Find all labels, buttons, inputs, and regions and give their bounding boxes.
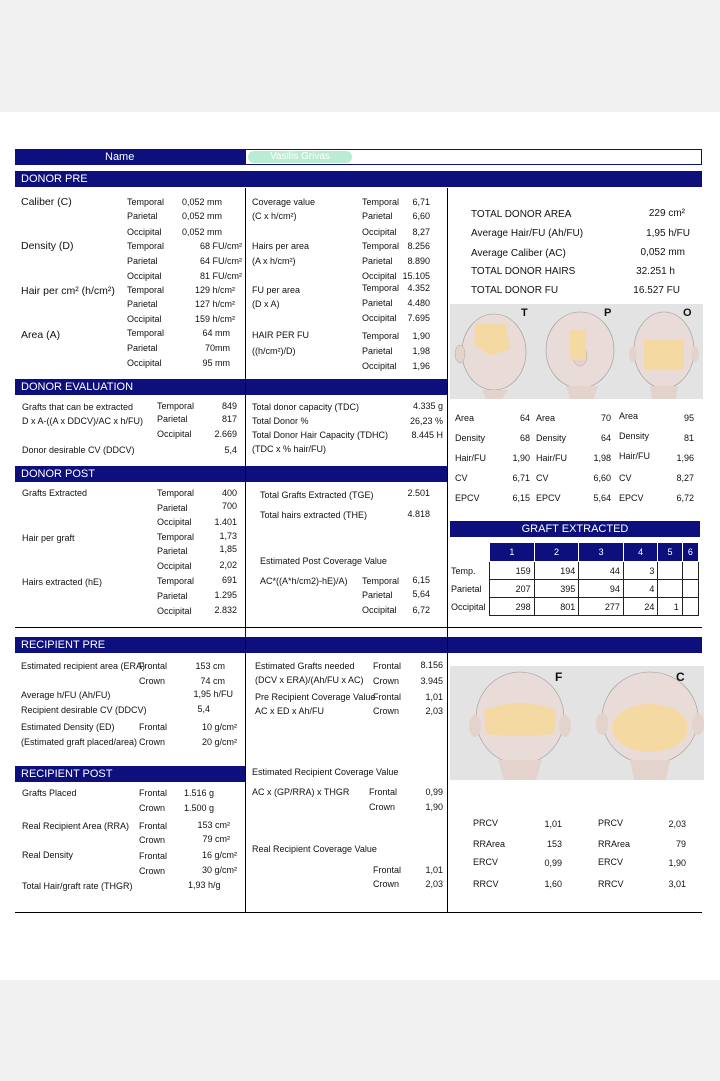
rs-value: 1,01 — [544, 819, 562, 829]
the-value: 4.818 — [407, 509, 430, 519]
fu-area-value: 4.352 — [407, 283, 430, 293]
head-occipital-icon — [629, 312, 699, 399]
divider-left — [245, 188, 246, 912]
avg-hair-fu-value: 1,95 h/FU — [646, 228, 690, 239]
era-label: Estimated recipient area (ERA) — [21, 661, 146, 671]
zs-density-value: 68 — [519, 433, 530, 443]
fu-area-zone: Temporal — [362, 283, 400, 293]
gx-zone: Parietal — [157, 503, 188, 513]
ed-value: 20 g/cm² — [201, 737, 237, 747]
rd-label: Real Density — [22, 850, 74, 860]
rs-label: PRCV — [473, 818, 499, 828]
prcv-label: Pre Recipient Coverage Value — [255, 692, 376, 702]
ge-zone: Occipital — [157, 429, 192, 439]
zs-epcv-value: 5,64 — [593, 493, 611, 503]
zs-hfu-label: Hair/FU — [455, 453, 486, 463]
thgr-label: Total Hair/graft rate (THGR) — [22, 881, 133, 891]
zs-area-label: Area — [536, 413, 556, 423]
hairs-area-zone: Temporal — [362, 241, 400, 251]
divider-right — [447, 188, 448, 912]
zs-cv-label: CV — [536, 473, 549, 483]
era-zone: Frontal — [139, 661, 168, 671]
density-zone: Occipital — [127, 271, 162, 281]
tdc-label: Total donor capacity (TDC) — [252, 402, 360, 412]
ed-label: Estimated Density (ED) — [21, 722, 115, 732]
recipient-pre-header-ext2 — [448, 637, 702, 653]
hpc-value: 127 h/cm² — [194, 299, 235, 309]
epcv-value: 5,64 — [412, 589, 430, 599]
gx-zone: Occipital — [157, 517, 192, 527]
epcv-zone: Parietal — [362, 590, 393, 600]
ercv-value: 1,90 — [425, 802, 443, 812]
fu-area-label: FU per area — [252, 285, 301, 295]
the-label: Total hairs extracted (THE) — [260, 510, 368, 520]
coverage-value: 6,71 — [412, 197, 430, 207]
ed-formula: (Estimated graft placed/area) — [21, 737, 138, 747]
ddcv-value: 5,4 — [224, 445, 237, 455]
rs-value: 153 — [546, 839, 562, 849]
row-label: Parietal — [451, 583, 482, 594]
cell — [682, 562, 698, 580]
egn-formula: (DCV x ERA)/(Ah/FU x AC) — [255, 675, 364, 685]
hpg-zone: Occipital — [157, 561, 192, 571]
total-donor-hairs-label: TOTAL DONOR HAIRS — [471, 266, 576, 277]
hpf-zone: Occipital — [362, 361, 397, 371]
rs-label: RRArea — [598, 839, 631, 849]
cell: 801 — [534, 598, 579, 616]
cell: 1 — [658, 598, 682, 616]
epcv-zone: Occipital — [362, 605, 397, 615]
grafts-extractable-label: Grafts that can be extracted — [22, 402, 134, 412]
rs-value: 79 — [675, 839, 686, 849]
hpf-value: 1,98 — [412, 346, 430, 356]
cell: 395 — [534, 580, 579, 598]
ercv-label: Estimated Recipient Coverage Value — [252, 767, 399, 777]
zs-density-label: Density — [536, 433, 567, 443]
zs-density-label: Density — [619, 431, 650, 441]
ge-value: 817 — [221, 414, 237, 424]
section-divider — [15, 627, 702, 628]
cell: 3 — [623, 562, 657, 580]
hair-per-fu-label: HAIR PER FU — [252, 330, 310, 340]
rra-zone: Frontal — [139, 821, 168, 831]
zs-hfu-label: Hair/FU — [536, 453, 567, 463]
ed-zone: Crown — [139, 737, 166, 747]
tge-label: Total Grafts Extracted (TGE) — [260, 490, 374, 500]
egn-value: 8.156 — [420, 660, 443, 670]
cell: 277 — [579, 598, 624, 616]
avg-caliber-value: 0,052 mm — [640, 247, 685, 258]
ed-zone: Frontal — [139, 722, 168, 732]
rdcv-value: 5,4 — [197, 704, 210, 714]
epcv-label: Estimated Post Coverage Value — [260, 556, 387, 566]
zs-hfu-label: Hair/FU — [619, 451, 650, 461]
graft-extracted-header: GRAFT EXTRACTED — [450, 521, 700, 537]
gp-value: 1.516 g — [184, 788, 215, 798]
he-value: 691 — [221, 575, 237, 585]
gx-value: 1.401 — [214, 517, 237, 527]
coverage-zone: Temporal — [362, 197, 400, 207]
total-donor-hairs-value: 32.251 h — [636, 266, 675, 277]
cell: 159 — [490, 562, 535, 580]
gx-value: 700 — [221, 501, 237, 511]
head-parietal-icon — [546, 312, 614, 399]
rra-label: Real Recipient Area (RRA) — [22, 821, 130, 831]
recipient-pre-header-ext — [246, 637, 447, 653]
caliber-zone: Temporal — [127, 197, 165, 207]
egn-zone: Crown — [373, 676, 400, 686]
grafts-extractable-formula: D x A-((A x DDCV)/AC x h/FU) — [22, 416, 144, 426]
density-zone: Temporal — [127, 241, 165, 251]
row-label: Occipital — [451, 601, 486, 612]
recipient-post-header: RECIPIENT POST — [15, 766, 245, 782]
rs-label: RRCV — [598, 879, 624, 889]
zs-epcv-label: EPCV — [536, 493, 561, 503]
rra-zone: Crown — [139, 835, 166, 845]
rra-value: 79 cm² — [202, 834, 230, 844]
head-frontal-icon — [469, 672, 571, 780]
bottom-rule — [15, 912, 702, 913]
fu-area-value: 4.480 — [407, 298, 430, 308]
hpf-zone: Temporal — [362, 331, 400, 341]
total-donor-area-label: TOTAL DONOR AREA — [471, 209, 572, 220]
rs-value: 3,01 — [668, 879, 686, 889]
recipient-pre-header: RECIPIENT PRE — [15, 637, 245, 653]
ahfu-value: 1,95 h/FU — [193, 689, 233, 699]
rs-value: 1,60 — [544, 879, 562, 889]
table-row — [449, 598, 699, 616]
donor-pct-value: 26,23 % — [409, 416, 443, 426]
gp-zone: Crown — [139, 803, 166, 813]
hpc-value: 159 h/cm² — [194, 314, 235, 324]
caliber-value: 0,052 mm — [182, 197, 223, 207]
ercv-formula: AC x (GP/RRA) x THGR — [252, 787, 350, 797]
hair-per-cm2-label: Hair per cm² (h/cm²) — [21, 285, 115, 297]
coverage-zone: Occipital — [362, 227, 397, 237]
zs-density-value: 64 — [600, 433, 611, 443]
hairs-area-value: 8.256 — [407, 241, 430, 251]
donor-eval-header: DONOR EVALUATION — [15, 379, 245, 395]
avg-caliber-label: Average Caliber (AC) — [471, 248, 566, 259]
zs-hfu-value: 1,90 — [512, 453, 530, 463]
zs-cv-value: 6,71 — [512, 473, 530, 483]
total-donor-area-value: 229 cm² — [648, 208, 685, 219]
prcv-value: 1,01 — [425, 692, 443, 702]
rs-value: 2,03 — [668, 819, 686, 829]
he-zone: Parietal — [157, 591, 188, 601]
cell — [682, 580, 698, 598]
density-value: 68 FU/cm² — [199, 241, 242, 251]
fu-area-value: 7.695 — [407, 313, 430, 323]
caliber-value: 0,052 mm — [182, 227, 223, 237]
area-zone: Temporal — [127, 328, 165, 338]
caliber-value: 0,052 mm — [182, 211, 223, 221]
area-value: 70mm — [204, 343, 230, 353]
head-letter-f: F — [555, 670, 563, 684]
epcv-value: 6,15 — [412, 575, 430, 585]
prcv-formula: AC x ED x Ah/FU — [255, 706, 325, 716]
ge-col-3: 3 — [579, 543, 624, 562]
rrcv-value: 2,03 — [425, 879, 443, 889]
rd-zone: Frontal — [139, 851, 168, 861]
coverage-label: Coverage value — [252, 197, 316, 207]
gx-zone: Temporal — [157, 488, 195, 498]
prcv-zone: Crown — [373, 706, 400, 716]
ge-zone: Parietal — [157, 414, 188, 424]
cell — [682, 598, 698, 616]
era-value: 153 cm — [195, 661, 225, 671]
hairs-area-label: Hairs per area — [252, 241, 310, 251]
epcv-zone: Temporal — [362, 576, 400, 586]
thgr-value: 1,93 h/g — [188, 880, 221, 890]
era-zone: Crown — [139, 676, 166, 686]
hpf-value: 1,96 — [412, 361, 430, 371]
rs-label: PRCV — [598, 818, 624, 828]
egn-value: 3.945 — [420, 676, 443, 686]
gx-value: 400 — [221, 488, 237, 498]
cell: 194 — [534, 562, 579, 580]
ge-value: 2.669 — [214, 429, 237, 439]
caliber-zone: Occipital — [127, 227, 162, 237]
hairs-area-formula: (A x h/cm²) — [252, 256, 296, 266]
head-crown-icon — [596, 672, 704, 780]
coverage-formula: (C x h/cm²) — [252, 211, 297, 221]
tdhc-formula: (TDC x % hair/FU) — [252, 444, 326, 454]
fu-area-formula: (D x A) — [252, 299, 280, 309]
tdc-value: 4.335 g — [412, 401, 443, 411]
rrcv-zone: Crown — [373, 879, 400, 889]
zs-cv-value: 8,27 — [676, 473, 694, 483]
prcv-zone: Frontal — [373, 692, 402, 702]
area-zone: Occipital — [127, 358, 162, 368]
hair-per-fu-formula: ((h/cm²)/D) — [252, 346, 296, 356]
donor-pct-label: Total Donor % — [252, 416, 309, 426]
cell: 94 — [579, 580, 624, 598]
total-donor-fu-label: TOTAL DONOR FU — [471, 285, 559, 296]
ge-col-6: 6 — [682, 543, 698, 562]
rd-zone: Crown — [139, 866, 166, 876]
hpf-zone: Parietal — [362, 346, 393, 356]
head-letter-p: P — [604, 307, 612, 319]
rs-label: ERCV — [598, 857, 624, 867]
era-value: 74 cm — [200, 676, 225, 686]
hpc-zone: Temporal — [127, 285, 165, 295]
head-temporal-icon — [455, 314, 526, 399]
egn-zone: Frontal — [373, 661, 402, 671]
coverage-zone: Parietal — [362, 211, 393, 221]
cell: 44 — [579, 562, 624, 580]
head-letter-t: T — [521, 307, 528, 319]
cell: 298 — [490, 598, 535, 616]
ed-value: 10 g/cm² — [201, 722, 237, 732]
he-value: 1.295 — [214, 590, 237, 600]
ge-col-5: 5 — [658, 543, 682, 562]
rdcv-label: Recipient desirable CV (DDCV) — [21, 705, 147, 715]
zs-density-label: Density — [455, 433, 486, 443]
zs-cv-label: CV — [619, 473, 632, 483]
rrcv-zone: Frontal — [373, 865, 402, 875]
ercv-zone: Frontal — [369, 787, 398, 797]
zs-epcv-label: EPCV — [619, 493, 644, 503]
ahfu-label: Average h/FU (Ah/FU) — [21, 690, 111, 700]
name-label: Name — [15, 149, 245, 165]
area-value: 95 mm — [202, 358, 230, 368]
hpc-value: 129 h/cm² — [194, 285, 235, 295]
gp-zone: Frontal — [139, 788, 168, 798]
rs-value: 0,99 — [544, 858, 562, 868]
rs-label: RRArea — [473, 839, 506, 849]
graft-extracted-table — [449, 542, 699, 616]
caliber-label: Caliber (C) — [21, 196, 72, 208]
donor-post-header: DONOR POST — [15, 466, 245, 482]
hairs-area-zone: Parietal — [362, 256, 393, 266]
hair-per-graft-label: Hair per graft — [22, 533, 75, 543]
area-value: 64 mm — [202, 328, 230, 338]
zs-area-value: 70 — [600, 413, 611, 423]
name-value: Vasilis Grivas — [248, 151, 352, 163]
row-label: Temp. — [451, 565, 476, 576]
zs-area-label: Area — [619, 411, 639, 421]
he-zone: Occipital — [157, 606, 192, 616]
hpg-value: 1,85 — [219, 544, 237, 554]
he-value: 2.832 — [214, 605, 237, 615]
rs-value: 1,90 — [668, 858, 686, 868]
ercv-value: 0,99 — [425, 787, 443, 797]
head-letter-c: C — [676, 670, 685, 684]
rs-label: ERCV — [473, 857, 499, 867]
ge-zone: Temporal — [157, 401, 195, 411]
zs-density-value: 81 — [683, 433, 694, 443]
rrcv-value: 1,01 — [425, 865, 443, 875]
prcv-value: 2,03 — [425, 706, 443, 716]
hpg-value: 1,73 — [219, 531, 237, 541]
hairs-area-value: 8.890 — [407, 256, 430, 266]
rs-label: RRCV — [473, 879, 499, 889]
total-donor-fu-value: 16.527 FU — [633, 285, 680, 296]
gp-value: 1.500 g — [184, 803, 215, 813]
hairs-extracted-label: Hairs extracted (hE) — [22, 577, 103, 587]
table-row — [449, 562, 699, 580]
ge-value: 849 — [221, 401, 237, 411]
zs-cv-label: CV — [455, 473, 468, 483]
caliber-zone: Parietal — [127, 211, 158, 221]
tge-value: 2.501 — [407, 488, 430, 498]
tdhc-value: 8.445 H — [411, 430, 443, 440]
egn-label: Estimated Grafts needed — [255, 661, 355, 671]
gp-label: Grafts Placed — [22, 788, 77, 798]
cell: 207 — [490, 580, 535, 598]
hpg-zone: Temporal — [157, 532, 195, 542]
density-value: 81 FU/cm² — [199, 271, 242, 281]
donor-head-illustration — [450, 304, 703, 399]
donor-post-header-ext — [246, 466, 447, 482]
zs-epcv-value: 6,72 — [676, 493, 694, 503]
hpc-zone: Occipital — [127, 314, 162, 324]
coverage-value: 6,60 — [412, 211, 430, 221]
zs-epcv-label: EPCV — [455, 493, 480, 503]
area-zone: Parietal — [127, 343, 158, 353]
rd-value: 16 g/cm² — [201, 850, 237, 860]
zs-area-value: 95 — [683, 413, 694, 423]
cell: 4 — [623, 580, 657, 598]
hairs-area-zone: Occipital — [362, 271, 397, 281]
epcv-value: 6,72 — [412, 605, 430, 615]
hpg-zone: Parietal — [157, 546, 188, 556]
cell — [658, 562, 682, 580]
zs-hfu-value: 1,98 — [593, 453, 611, 463]
fu-area-zone: Parietal — [362, 298, 393, 308]
zs-cv-value: 6,60 — [593, 473, 611, 483]
cell — [658, 580, 682, 598]
tdhc-label: Total Donor Hair Capacity (TDHC) — [252, 430, 389, 440]
zs-epcv-value: 6,15 — [512, 493, 530, 503]
hairs-area-value: 15.105 — [402, 271, 430, 281]
ercv-zone: Crown — [369, 802, 396, 812]
zs-hfu-value: 1,96 — [676, 453, 694, 463]
table-row — [449, 580, 699, 598]
donor-eval-header-ext — [246, 379, 447, 395]
coverage-value: 8,27 — [412, 227, 430, 237]
rd-value: 30 g/cm² — [201, 865, 237, 875]
he-zone: Temporal — [157, 576, 195, 586]
epcv-formula: AC*((A*h/cm2)-hE)/A) — [260, 576, 348, 586]
rra-value: 153 cm² — [197, 820, 230, 830]
ge-col-2: 2 — [534, 543, 579, 562]
ge-col-4: 4 — [623, 543, 657, 562]
zs-area-value: 64 — [519, 413, 530, 423]
ge-col-1: 1 — [490, 543, 535, 562]
cell: 24 — [623, 598, 657, 616]
hpf-value: 1,90 — [412, 331, 430, 341]
grafts-extracted-label: Grafts Extracted — [22, 488, 88, 498]
recipient-head-illustration — [450, 666, 704, 780]
hpg-value: 2,02 — [219, 560, 237, 570]
zs-area-label: Area — [455, 413, 475, 423]
density-zone: Parietal — [127, 256, 158, 266]
fu-area-zone: Occipital — [362, 313, 397, 323]
area-label: Area (A) — [21, 329, 61, 341]
ddcv-label: Donor desirable CV (DDCV) — [22, 445, 135, 455]
density-value: 64 FU/cm² — [199, 256, 242, 266]
density-label: Density (D) — [21, 240, 74, 252]
avg-hair-fu-label: Average Hair/FU (Ah/FU) — [471, 228, 584, 239]
head-letter-o: O — [683, 307, 692, 319]
donor-pre-header: DONOR PRE — [15, 171, 702, 187]
hpc-zone: Parietal — [127, 299, 158, 309]
rrcv-label: Real Recipient Coverage Value — [252, 844, 377, 854]
